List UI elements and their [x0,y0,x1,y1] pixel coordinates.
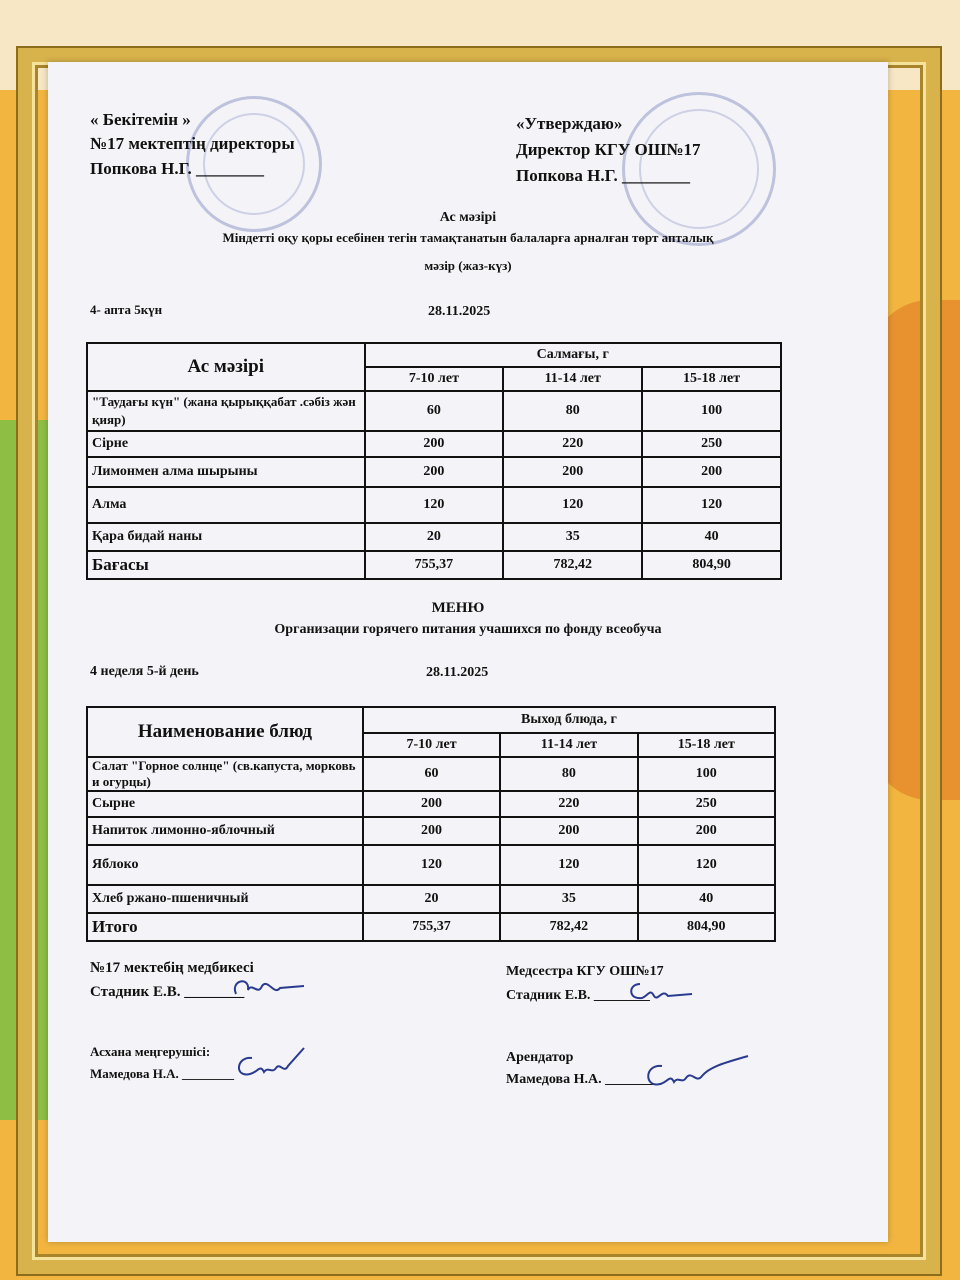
portion-value: 100 [642,391,781,431]
portion-value: 200 [365,431,504,457]
portion-value: 200 [500,817,637,845]
kz-subtitle: Міндетті оқу қоры есебінен тегін тамақтанатын балаларға арналған төрт апталық [222,230,714,245]
ru-age-col: 11-14 лет [500,733,637,757]
ru-age-col: 7-10 лет [363,733,500,757]
dish-name: Салат "Горное солнце" (св.капуста, морковь и огурцы) [87,757,363,791]
dish-name: Лимонмен алма шырыны [87,457,365,487]
kz-age-col: 11-14 лет [503,367,642,391]
total-label: Бағасы [87,551,365,579]
portion-value: 40 [642,523,781,551]
ru-col-group: Выход блюда, г [363,707,775,733]
dish-name: Яблоко [87,845,363,885]
dish-name: Напиток лимонно-яблочный [87,817,363,845]
price-value: 755,37 [365,551,504,579]
handwritten-signature [638,1052,758,1096]
approval-right-line3: Попкова Н.Г. ________ [516,166,690,185]
dish-name: Хлеб ржано-пшеничный [87,885,363,913]
portion-value: 200 [363,791,500,817]
portion-value: 120 [365,487,504,523]
portion-value: 40 [638,885,775,913]
handwritten-signature [232,1044,312,1084]
table-row [87,487,781,523]
ru-title: МЕНЮ [431,600,485,616]
portion-value: 20 [365,523,504,551]
table-row-total [87,913,775,941]
portion-value: 200 [365,457,504,487]
portion-value: 250 [638,791,775,817]
portion-value: 80 [500,757,637,791]
portion-value: 60 [365,391,504,431]
portion-value: 200 [642,457,781,487]
table-row [87,757,775,791]
ru-age-col: 15-18 лет [638,733,775,757]
table-row [87,457,781,487]
ru-col-name: Наименование блюд [87,707,363,757]
portion-value: 220 [500,791,637,817]
nurse-title-kz: №17 мектебің медбикесі [90,960,254,976]
portion-value: 120 [363,845,500,885]
kz-col-group: Салмағы, г [365,343,782,367]
kz-date: 28.11.2025 [428,304,491,319]
dish-name: Сірне [87,431,365,457]
canteen-head-title-kz: Асхана меңгерушісі: [90,1044,211,1059]
portion-value: 120 [642,487,781,523]
table-row [87,791,775,817]
portion-value: 200 [363,817,500,845]
handwritten-signature [228,972,308,1002]
kz-subtitle-2: мәзір (жаз-күз) [424,258,512,273]
portion-value: 220 [503,431,642,457]
dish-name: Қара бидай наны [87,523,365,551]
portion-value: 100 [638,757,775,791]
price-value: 755,37 [363,913,500,941]
kz-title: Ас мәзірі [439,210,497,225]
approval-left-line3: Попкова Н.Г. ________ [90,159,264,178]
price-value: 782,42 [500,913,637,941]
kz-week-day: 4- апта 5күн [90,302,163,317]
kz-col-name: Ас мәзірі [87,343,365,391]
ru-date: 28.11.2025 [426,665,489,680]
table-row [87,845,775,885]
nurse-title-ru: Медсестра КГУ ОШ№17 [506,964,664,979]
portion-value: 20 [363,885,500,913]
dish-name: Алма [87,487,365,523]
ru-menu-table [86,706,776,942]
ru-subtitle: Организации горячего питания учашихся по фонду всеобуча [274,622,662,637]
tenant-title-ru: Арендатор [506,1050,574,1065]
kz-age-col: 15-18 лет [642,367,781,391]
portion-value: 200 [638,817,775,845]
portion-value: 60 [363,757,500,791]
portion-value: 35 [503,523,642,551]
kz-age-col: 7-10 лет [365,367,504,391]
menu-sheet [48,62,888,1242]
nurse-name-kz: Стадник Е.В. ________ [90,984,245,1000]
table-row [87,391,781,431]
portion-value: 250 [642,431,781,457]
nurse-name-ru: Стадник Е.В. ________ [506,988,650,1003]
portion-value: 120 [500,845,637,885]
handwritten-signature [626,976,696,1004]
portion-value: 120 [638,845,775,885]
price-value: 804,90 [638,913,775,941]
approval-left-line2: №17 мектептің директоры [90,134,295,153]
portion-value: 200 [503,457,642,487]
ru-week-day: 4 неделя 5-й день [90,664,199,679]
price-value: 782,42 [503,551,642,579]
kz-menu-table [86,342,782,580]
approval-left-line1: « Бекітемін » [90,110,191,129]
table-row [87,817,775,845]
table-row-total [87,551,781,579]
table-row [87,885,775,913]
portion-value: 120 [503,487,642,523]
portion-value: 80 [503,391,642,431]
canteen-head-name-kz: Мамедова Н.А. ________ [90,1066,234,1081]
approval-right-line2: Директор КГУ ОШ№17 [516,140,701,159]
dish-name: "Таудағы күн" (жана қырыққабат .сәбіз жән қияр) [87,391,365,431]
approval-right-line1: «Утверждаю» [516,114,623,133]
table-row [87,523,781,551]
dish-name: Сырне [87,791,363,817]
tenant-name-ru: Мамедова Н.А. ________ [506,1072,662,1087]
table-row [87,431,781,457]
total-label: Итого [87,913,363,941]
portion-value: 35 [500,885,637,913]
price-value: 804,90 [642,551,781,579]
